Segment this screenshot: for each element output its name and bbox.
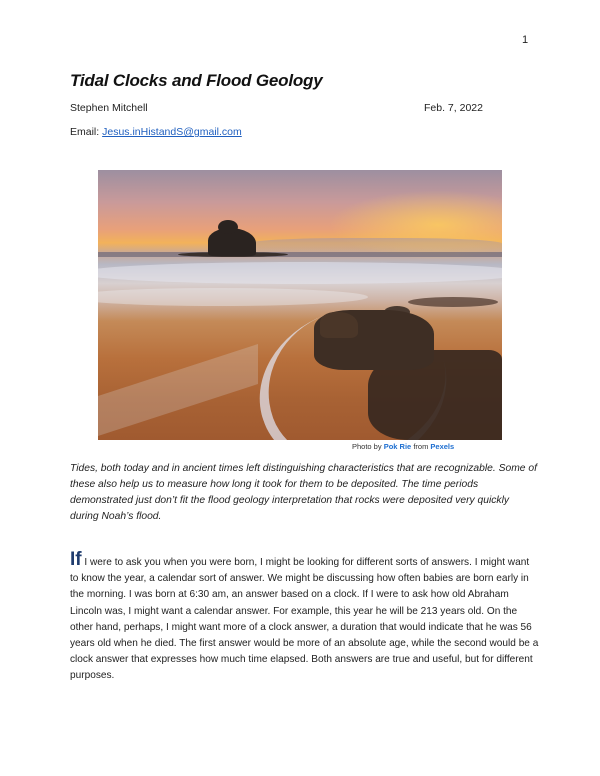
- drop-cap: If: [70, 549, 82, 570]
- sea-horizon: [98, 252, 502, 257]
- distant-rocks: [408, 297, 498, 307]
- credit-author-link[interactable]: Pok Rie: [383, 442, 412, 451]
- surf-band: [98, 288, 368, 306]
- credit-mid: from: [413, 442, 429, 451]
- abstract-paragraph: Tides, both today and in ancient times left distinguishing characteristics that are recognizable. Some of these also help us to measure how long it took for them to be deposited. The time periods demonstrated just don’t fit the flood geology interpretation that rocks were deposited very quickly during Noah’s flood.: [70, 463, 537, 522]
- publication-date: Feb. 7, 2022: [424, 102, 483, 114]
- credit-source-link[interactable]: Pexels: [430, 442, 455, 451]
- body-text: I were to ask you when you were born, I might be looking for different sorts of answers. I might want to know the year, a calendar sort of answer. We might be discussing how often babies are born early in the morning. I was born at 6:30 am, an answer based on a clock. If I were to ask how old Abraham Lincoln was, I might want a calendar answer. For example, this year he will be 213 years old. On the other hand, perhaps, I might want more of a clock answer, a duration that would indicate that he was 56 years old when he died. The first answer would be more of an absolute age, while the second would be a clock answer that expresses how much time elapsed. Both answers are true and useful, but for different purposes.: [70, 557, 539, 682]
- foreground-rock-top: [320, 312, 358, 338]
- credit-prefix: Photo by: [352, 442, 382, 451]
- cloud-bank: [248, 238, 502, 252]
- email-row: [70, 126, 242, 138]
- surf-band: [98, 262, 502, 284]
- photo-credit: [352, 442, 454, 451]
- body-paragraph: [70, 549, 540, 685]
- page-number: 1: [522, 34, 529, 46]
- author-name: Stephen Mitchell: [70, 102, 148, 114]
- email-label: Email:: [70, 126, 100, 138]
- document-title: Tidal Clocks and Flood Geology: [70, 71, 323, 90]
- sand-sheen: [98, 344, 258, 436]
- beach-sunset-photo: [98, 170, 502, 440]
- islet-tree: [218, 220, 238, 234]
- byline-row: [70, 102, 490, 114]
- email-link[interactable]: Jesus.inHistandS@gmail.com: [102, 126, 242, 138]
